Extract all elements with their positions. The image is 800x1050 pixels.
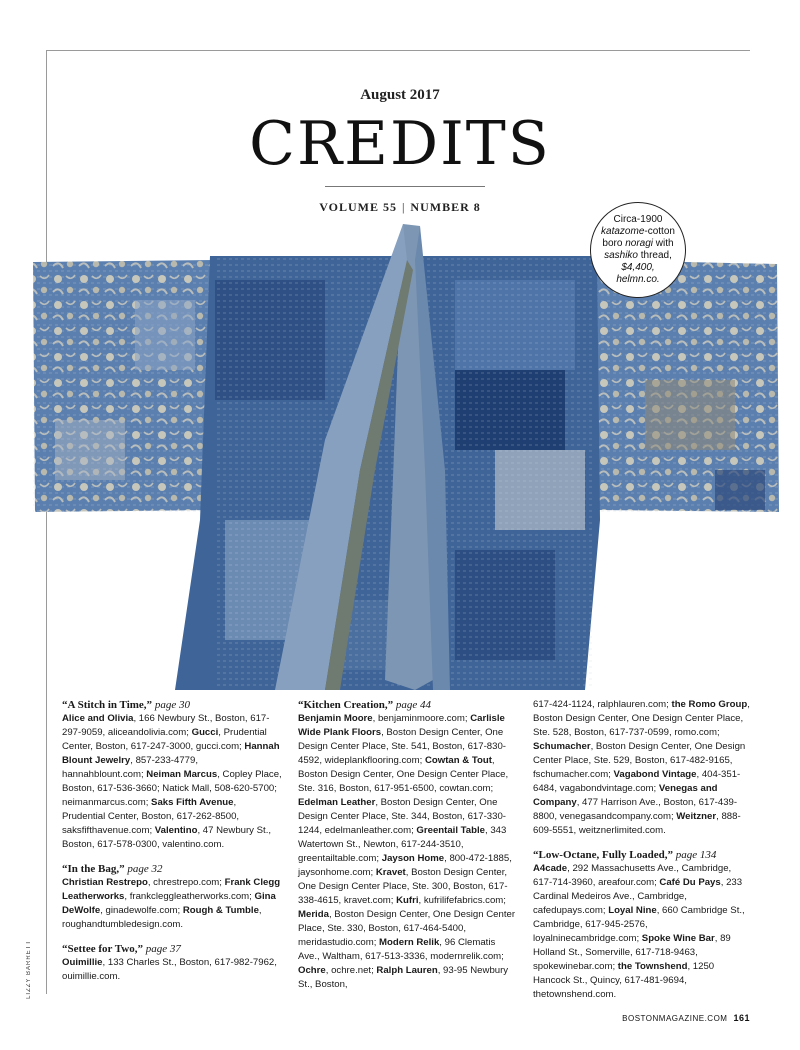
photo-callout-badge: [590, 202, 686, 298]
vendor-name: Schumacher: [533, 741, 591, 752]
vendor-details: , 233 Cardinal Medeiros Ave., Cambridge, cafedupays.com;: [533, 877, 743, 916]
vendor-details: , 857-233-4779, hannahblount.com;: [62, 755, 198, 780]
story-page-ref: page 44: [395, 699, 432, 711]
vendor-details: , 1250 Hancock St., Quincy, 617-481-9694, thetownshend.com.: [533, 961, 715, 1000]
frame-top-rule: [46, 50, 750, 51]
vendor-name: A4cade: [533, 863, 568, 874]
credit-section-body: [62, 956, 282, 984]
vendor-details: , 89 Holland St., Somerville, 617-718-9463, spokewinebar.com;: [533, 933, 731, 972]
credit-section-body: [62, 876, 282, 932]
callout-term-sashiko: sashiko: [604, 250, 638, 261]
callout-site: helmn.co.: [616, 274, 660, 285]
credit-section: [298, 698, 518, 992]
credit-section-body: [533, 698, 753, 838]
credit-section-title: [62, 862, 282, 876]
vendor-details: , 404-351-6484, vagabondvintage.com;: [533, 769, 741, 794]
vendor-name: Kufri: [396, 895, 419, 906]
vendor-name: Jayson Home: [381, 853, 445, 864]
vendor-details: , Copley Place, Boston, 617-536-3660; Natick Mall, 508-620-5700; neimanmarcus.com;: [62, 769, 282, 808]
callout-price: $4,400,: [621, 262, 655, 273]
vendor-name: Cowtan & Tout: [424, 755, 492, 766]
callout-text: with: [653, 238, 674, 249]
story-page-ref: page 30: [154, 699, 190, 711]
vendor-name: Alice and Olivia: [62, 713, 134, 724]
credit-section: [62, 862, 282, 932]
vendor-name: Modern Relik: [379, 937, 440, 948]
vendor-name: Hannah Blount Jewelry: [62, 741, 280, 766]
callout-term-katazome: katazome: [601, 226, 645, 237]
credit-section: [62, 942, 282, 984]
vendor-details: , 292 Massachusetts Ave., Cambridge, 617-714-3960, areafour.com;: [533, 863, 732, 888]
credit-section: [62, 698, 282, 852]
vendor-name: Merida: [298, 909, 329, 920]
page-title: CREDITS: [249, 109, 551, 179]
vendor-details: , 93-95 Newbury St., Boston,: [298, 965, 509, 990]
vendor-details: 617-424-1124, ralphlauren.com;: [533, 699, 672, 710]
vendor-details: , 96 Clematis Ave., Waltham, 617-513-3336, modernrelik.com;: [298, 937, 504, 962]
vendor-details: , 166 Newbury St., Boston, 617-297-9059, aliceandolivia.com;: [62, 713, 270, 738]
vendor-name: Loyal Nine: [608, 905, 657, 916]
callout-text: thread,: [637, 250, 672, 261]
vendor-details: , 47 Newbury St., Boston, 617-578-0300, valentino.com.: [62, 825, 272, 850]
callout-line-4: [598, 250, 678, 262]
boro-jacket-photo: [25, 220, 785, 690]
title-divider: [325, 186, 485, 187]
vendor-details: , 133 Charles St., Boston, 617-982-7962, ouimillie.com.: [62, 957, 277, 982]
number-label: NUMBER 8: [410, 200, 481, 214]
page-number: 161: [733, 1013, 750, 1023]
vendor-details: , benjaminmoore.com;: [372, 713, 471, 724]
vendor-details: , Boston Design Center, One Design Center Place, Ste. 330, Boston, 617-464-5400, meridastudio.com;: [298, 909, 516, 948]
vendor-details: , ochre.net;: [325, 965, 377, 976]
story-page-ref: page 37: [145, 943, 181, 955]
vendor-name: Ralph Lauren: [376, 965, 438, 976]
credits-column-2: [298, 698, 518, 1002]
vendor-details: , kufrilifefabrics.com;: [418, 895, 506, 906]
vendor-details: , Prudential Center, Boston, 617-247-3000, gucci.com;: [62, 727, 267, 752]
vendor-name: Weitzner: [676, 811, 717, 822]
vendor-details: , 660 Cambridge St., Cambridge, 617-945-2576, loyalninecambridge.com;: [533, 905, 745, 944]
vendor-details: , Boston Design Center, One Design Center Place, Ste. 300, Boston, 617-338-4615, kravet.com;: [298, 867, 508, 906]
story-page-ref: page 32: [127, 863, 163, 875]
vendor-name: Kravet: [375, 867, 406, 878]
vendor-name: Valentino: [154, 825, 198, 836]
callout-text: boro: [602, 238, 626, 249]
vendor-details: , 343 Watertown St., Newton, 617-244-3510, greentailtable.com;: [298, 825, 507, 864]
vendor-details: , 477 Harrison Ave., Boston, 617-439-8800, venegasandcompany.com;: [533, 797, 738, 822]
vendor-name: Frank Clegg Leatherworks: [62, 877, 281, 902]
credit-section-title: [62, 698, 282, 712]
credit-section-title: [62, 942, 282, 956]
vendor-name: Rough & Tumble: [182, 905, 259, 916]
callout-line-3: [598, 238, 678, 250]
story-title: “In the Bag,”: [62, 863, 125, 875]
vendor-details: , Boston Design Center, One Design Center Place, Ste. 316, Boston, 617-951-6500, cowtan.com;: [298, 755, 509, 794]
vendor-details: , ginadewolfe.com;: [100, 905, 183, 916]
vendor-name: the Townshend: [617, 961, 688, 972]
vendor-details: , chrestrepo.com;: [147, 877, 225, 888]
vendor-name: Venegas and Company: [533, 783, 718, 808]
vendor-name: Spoke Wine Bar: [641, 933, 715, 944]
vendor-name: Benjamin Moore: [298, 713, 373, 724]
story-title: “A Stitch in Time,”: [62, 699, 153, 711]
story-title: “Low-Octane, Fully Loaded,”: [533, 849, 673, 861]
vendor-name: Edelman Leather: [298, 797, 376, 808]
vendor-name: Gina DeWolfe: [62, 891, 276, 916]
issue-date: August 2017: [360, 87, 440, 103]
credit-section-body: [298, 712, 518, 992]
vendor-name: Café Du Pays: [659, 877, 721, 888]
vendor-details: , Boston Design Center, One Design Center Place, Ste. 529, Boston, 617-482-9165, fschumacher.com;: [533, 741, 746, 780]
vendor-name: the Romo Group: [671, 699, 748, 710]
callout-term-noragi: noragi: [625, 238, 654, 249]
credit-section-body: [533, 862, 753, 1002]
vendor-details: , 800-472-1885, jaysonhome.com;: [298, 853, 512, 878]
story-page-ref: page 134: [675, 849, 717, 861]
vendor-name: Gucci: [191, 727, 219, 738]
vendor-name: Greentail Table: [416, 825, 486, 836]
vendor-details: , Prudential Center, Boston, 617-262-8500, saksfifthavenue.com;: [62, 797, 240, 836]
vendor-details: , Boston Design Center, One Design Center Place, Ste. 344, Boston, 617-330-1244, edelmanleather.com;: [298, 797, 506, 836]
credits-column-1: [62, 698, 282, 994]
credits-column-3: [533, 698, 753, 1012]
vendor-details: , 888-609-5551, weitznerlimited.com.: [533, 811, 741, 836]
vendor-details: , Boston Design Center, One Design Center Place, Ste. 528, Boston, 617-737-0599, romo.com;: [533, 699, 750, 738]
story-title: “Settee for Two,”: [62, 943, 143, 955]
callout-text: -cotton: [644, 226, 675, 237]
credit-section-body: [62, 712, 282, 852]
vendor-details: , frankcleggleatherworks.com;: [124, 891, 255, 902]
volume-number-line: [0, 200, 800, 215]
volume-separator: |: [402, 200, 406, 214]
vendor-name: Neiman Marcus: [146, 769, 218, 780]
vendor-name: Ouimillie: [62, 957, 103, 968]
callout-line-2: [598, 226, 678, 238]
photo-credit: LIZZY BARRETT: [26, 940, 32, 999]
vendor-name: Christian Restrepo: [62, 877, 148, 888]
credit-section: [533, 698, 753, 838]
vendor-details: , Boston Design Center, One Design Center Place, Ste. 541, Boston, 617-830-4592, wideplankflooring.com;: [298, 727, 506, 766]
callout-line-1: Circa-1900: [613, 214, 663, 225]
vendor-details: , roughandtumbledesign.com.: [62, 905, 262, 930]
vendor-name: Saks Fifth Avenue: [151, 797, 234, 808]
credit-section-title: [533, 848, 753, 862]
footer-site: BOSTONMAGAZINE.COM: [622, 1014, 728, 1023]
credit-section: [533, 848, 753, 1002]
vendor-name: Ochre: [298, 965, 326, 976]
page-footer: [622, 1013, 750, 1023]
vendor-name: Carlisle Wide Plank Floors: [298, 713, 505, 738]
volume-label: VOLUME 55: [319, 200, 397, 214]
story-title: “Kitchen Creation,”: [298, 699, 394, 711]
credit-section-title: [298, 698, 518, 712]
vendor-name: Vagabond Vintage: [613, 769, 697, 780]
